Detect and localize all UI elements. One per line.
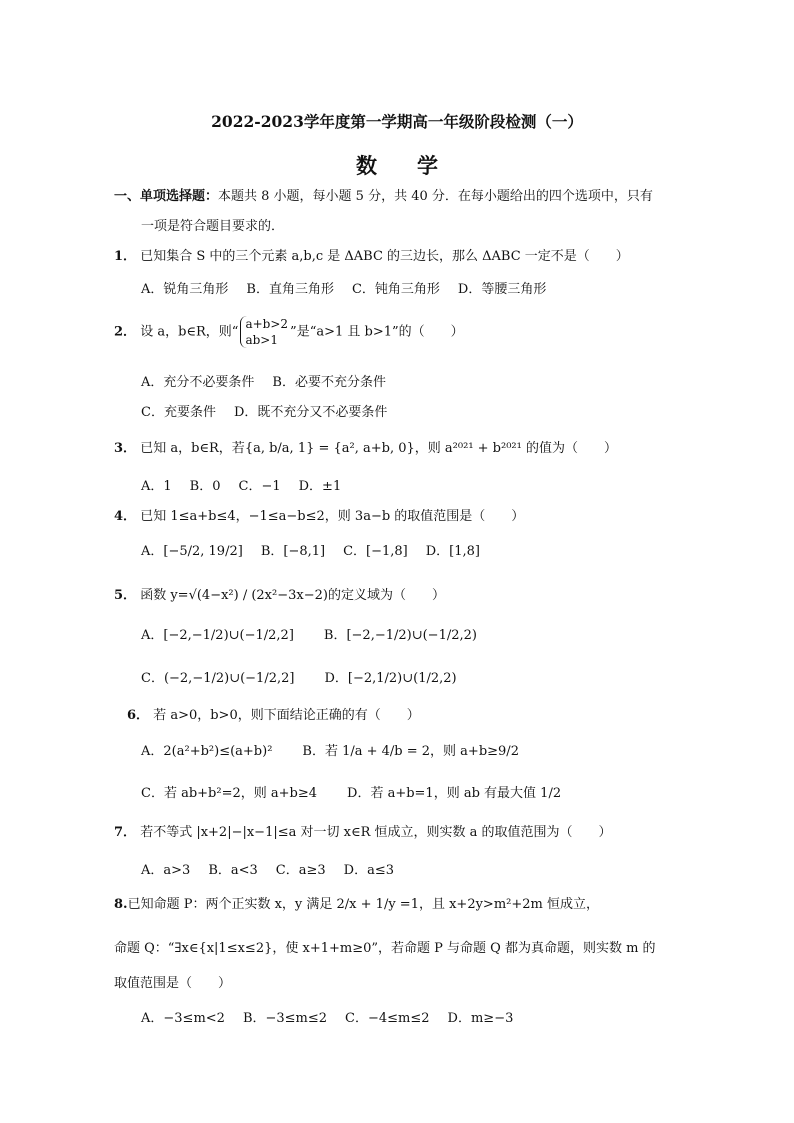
question-number: 5． xyxy=(114,588,137,603)
subject-char-1: 数 xyxy=(356,153,377,178)
section-desc-2: 一项是符合题目要求的． xyxy=(141,219,285,234)
question-8-options xyxy=(141,1010,531,1028)
question-8-stem-2: 命题 Q：“∃x∈{x|1≤x≤2}，使 x+1+m≥0”，若命题 P 与命题 Q 都为真命题，则实数 m 的 xyxy=(114,941,656,956)
question-5-options-row-1 xyxy=(141,627,495,645)
subject-char-2: 学 xyxy=(417,153,438,178)
option-b[interactable]: B．[−8,1] xyxy=(260,544,326,559)
system-line-1: a+b>2 xyxy=(245,317,289,331)
option-b[interactable]: B．若 1/a + 4/b = 2，则 a+b≥9/2 xyxy=(302,744,519,759)
question-text: 若不等式 |x+2|−|x−1|≤a 对一切 x∈R 恒成立，则实数 a 的取值范围为（ ） xyxy=(140,825,612,840)
question-number: 1． xyxy=(114,249,137,264)
inequality-system xyxy=(240,316,288,348)
option-d[interactable]: D．±1 xyxy=(298,479,342,494)
question-number: 3． xyxy=(114,441,137,456)
option-c[interactable]: C．[−1,8] xyxy=(343,544,408,559)
option-c[interactable]: C．a≥3 xyxy=(275,863,326,878)
option-a[interactable]: A．锐角三角形 xyxy=(141,282,229,297)
section-desc-1: 本题共 8 小题，每小题 5 分，共 40 分．在每小题给出的四个选项中，只有 xyxy=(218,189,653,204)
option-c[interactable]: C．钝角三角形 xyxy=(351,282,440,297)
question-5-options-row-2 xyxy=(141,670,475,688)
question-text: 已知 1≤a+b≤4，−1≤a−b≤2，则 3a−b 的取值范围是（ ） xyxy=(140,509,525,524)
question-number: 2． xyxy=(114,324,137,340)
option-b[interactable]: B．−3≤m≤2 xyxy=(242,1011,328,1026)
question-number: 8. xyxy=(114,897,128,912)
question-8-stem-3: 取值范围是（ ） xyxy=(114,976,232,991)
question-number: 6． xyxy=(127,708,150,723)
question-1-stem xyxy=(114,248,629,266)
question-text: 已知命题 P：两个正实数 x，y 满足 2/x + 1/y =1，且 x+2y>m²+2m 恒成立， xyxy=(127,897,599,912)
question-5-stem xyxy=(114,587,445,605)
question-7-options xyxy=(141,862,412,880)
option-c[interactable]: C．−4≤m≤2 xyxy=(345,1011,430,1026)
question-4-options xyxy=(141,543,498,561)
question-6-stem xyxy=(127,707,420,725)
option-a[interactable]: A．1 xyxy=(141,479,172,494)
option-a[interactable]: A．充分不必要条件 xyxy=(141,375,255,390)
question-2-options-row-2 xyxy=(141,404,405,422)
question-8-stem xyxy=(114,896,599,914)
question-text: 若 a>0，b>0，则下面结论正确的有（ ） xyxy=(153,708,420,723)
option-b[interactable]: B．直角三角形 xyxy=(246,282,334,297)
option-b[interactable]: B．0 xyxy=(189,479,221,494)
question-text-before: 已知 a，b∈R，若 xyxy=(140,441,245,456)
option-d[interactable]: D．若 a+b=1，则 ab 有最大值 1/2 xyxy=(347,786,562,801)
section-heading-line xyxy=(114,188,653,206)
section-heading: 一、单项选择题： xyxy=(114,189,219,204)
question-6-options-row-1 xyxy=(141,743,537,761)
option-d[interactable]: D．[1,8] xyxy=(425,544,480,559)
function-expression: √(4−x²) / (2x²−3x−2) xyxy=(188,588,328,603)
option-d[interactable]: D．既不充分又不必要条件 xyxy=(233,405,388,420)
question-7-stem xyxy=(114,824,612,842)
option-c[interactable]: C．充要条件 xyxy=(141,405,216,420)
question-number: 4． xyxy=(114,509,137,524)
option-b[interactable]: B．[−2,−1/2)∪(−1/2,2) xyxy=(323,628,477,643)
exam-title: 2022-2023学年度第一学期高一年级阶段检测（一） xyxy=(211,112,583,131)
option-d[interactable]: D．m≥−3 xyxy=(447,1011,514,1026)
question-1-options xyxy=(141,281,564,299)
option-c[interactable]: C．−1 xyxy=(238,479,281,494)
question-text-after: 的定义域为（ ） xyxy=(327,588,445,603)
question-3-stem xyxy=(114,440,617,458)
option-c[interactable]: C．(−2,−1/2)∪(−1/2,2] xyxy=(141,671,295,686)
option-a[interactable]: A．−3≤m<2 xyxy=(141,1011,225,1026)
question-2-stem xyxy=(114,316,464,348)
set-equation: {a, b/a, 1} = {a², a+b, 0} xyxy=(244,441,415,456)
subject-title xyxy=(0,150,794,180)
question-text-before: 函数 y= xyxy=(140,588,189,603)
option-d[interactable]: D．[−2,1/2)∪(1/2,2) xyxy=(324,671,457,686)
question-number: 7． xyxy=(114,825,137,840)
system-line-2: ab>1 xyxy=(245,333,278,347)
option-d[interactable]: D．a≤3 xyxy=(343,863,394,878)
question-text-after: ，则 a²⁰²¹ + b²⁰²¹ 的值为（ ） xyxy=(414,441,617,456)
option-d[interactable]: D．等腰三角形 xyxy=(457,282,547,297)
question-4-stem xyxy=(114,508,524,526)
option-c[interactable]: C．若 ab+b²=2，则 a+b≥4 xyxy=(141,786,318,801)
option-a[interactable]: A．[−5/2, 19/2] xyxy=(141,544,243,559)
question-2-options-row-1 xyxy=(141,374,404,392)
option-a[interactable]: A．2(a²+b²)≤(a+b)² xyxy=(141,744,273,759)
option-b[interactable]: B．必要不充分条件 xyxy=(272,375,386,390)
question-text-after: ”是“a>1 且 b>1”的（ ） xyxy=(290,324,464,340)
option-a[interactable]: A．[−2,−1/2)∪(−1/2,2] xyxy=(141,628,294,643)
option-a[interactable]: A．a>3 xyxy=(141,863,191,878)
question-6-options-row-2 xyxy=(141,785,579,803)
question-text-before: 设 a，b∈R，则“ xyxy=(140,324,239,340)
question-text: 已知集合 S 中的三个元素 a,b,c 是 ΔABC 的三边长，那么 ΔABC 一定不是（ ） xyxy=(140,249,629,264)
option-b[interactable]: B．a<3 xyxy=(208,863,258,878)
question-3-options xyxy=(141,478,359,496)
